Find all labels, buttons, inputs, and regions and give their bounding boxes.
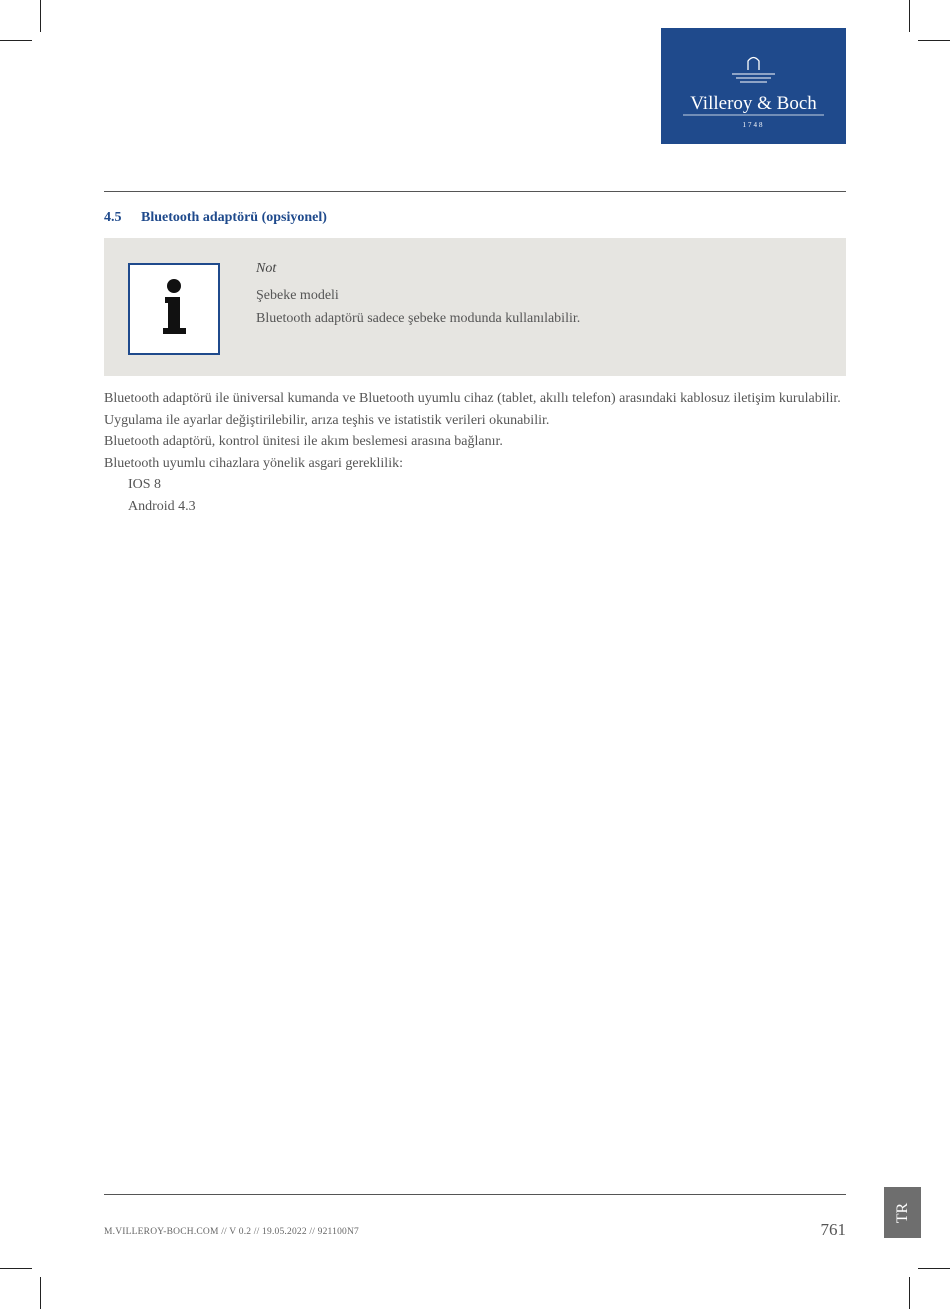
crop-mark bbox=[918, 1268, 950, 1269]
list-item: IOS 8 bbox=[128, 477, 162, 492]
note-label: Not bbox=[256, 261, 277, 276]
body-paragraph: Bluetooth adaptörü, kontrol ünitesi ile akım beslemesi arasına bağlanır. bbox=[104, 434, 503, 449]
section-heading bbox=[104, 209, 327, 227]
page-number: 761 bbox=[820, 1220, 846, 1239]
crop-mark bbox=[0, 1268, 32, 1269]
footer-text: M.VILLEROY-BOCH.COM // V 0.2 // 19.05.2022 // 921100N7 bbox=[104, 1227, 359, 1237]
brand-logo bbox=[661, 28, 846, 144]
body-paragraph: Bluetooth uyumlu cihazlara yönelik asgari gereklilik: bbox=[104, 455, 403, 471]
note-box bbox=[104, 238, 846, 376]
crop-mark bbox=[40, 0, 41, 32]
info-icon bbox=[128, 263, 220, 355]
brand-year: 1748 bbox=[742, 121, 765, 129]
language-tab bbox=[884, 1187, 921, 1238]
crop-mark bbox=[0, 40, 32, 41]
requirements-list bbox=[104, 474, 846, 517]
body-text bbox=[104, 388, 846, 517]
language-tab-label: TR bbox=[893, 1202, 911, 1223]
brand-name: Villeroy & Boch bbox=[690, 93, 817, 114]
body-paragraph: Bluetooth adaptörü ile üniversal kumanda ve Bluetooth uyumlu cihaz (tablet, akıllı telefon) arasındaki kablosuz iletişim kurulabilir. Uygulama ile ayarlar değiştirilebilir, arıza teşhis ve istatistik verileri okunabilir. bbox=[104, 391, 841, 428]
top-divider bbox=[104, 191, 846, 192]
crop-mark bbox=[40, 1277, 41, 1309]
bottom-divider bbox=[104, 1194, 846, 1195]
section-number: 4.5 bbox=[104, 210, 122, 225]
note-line: Bluetooth adaptörü sadece şebeke modunda kullanılabilir. bbox=[256, 311, 581, 326]
crop-mark bbox=[909, 0, 910, 32]
list-item: Android 4.3 bbox=[128, 498, 196, 514]
section-title: Bluetooth adaptörü (opsiyonel) bbox=[141, 210, 327, 225]
note-line: Şebeke modeli bbox=[256, 288, 339, 303]
crop-mark bbox=[909, 1277, 910, 1309]
crop-mark bbox=[918, 40, 950, 41]
